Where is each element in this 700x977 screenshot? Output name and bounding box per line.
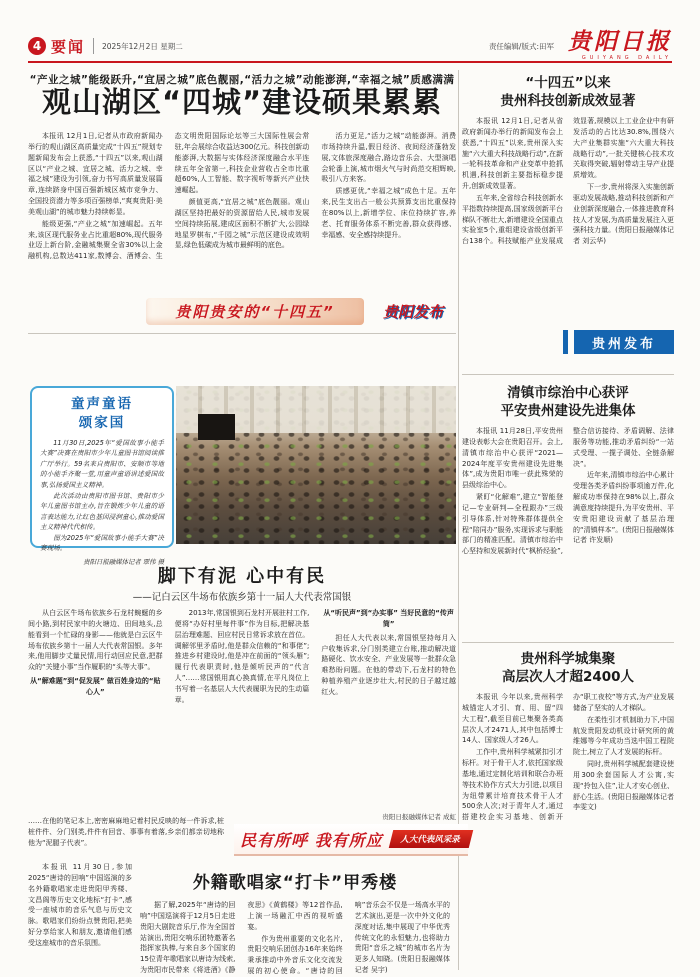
deputy-headline: 脚下有泥 心中有民: [157, 566, 327, 587]
section-rule: [28, 333, 456, 334]
paragraph: 本报讯 今年以来,贵州科学城锚定人才引、育、用、留“四大工程”,截至目前已集聚各类高层次人才2471人,其中包括博士14人、国家级人才26人。: [462, 693, 563, 745]
tech-headline-line2: 贵州科技创新成效显著: [500, 93, 636, 110]
paragraph: 据了解,2025年“唐诗的回响”中国巡演将于12月5日走进贵阳大剧院音乐厅,作为全国首站演出,贵阳交响乐团特邀著名指挥家执棒,与来自多个国家的15位青年歌唱家以唐诗为线索,为贵阳市民带来《将进酒》《静夜思》《黄鹤楼》等12首作品,上演一场融汇中西的视听盛宴。: [140, 901, 343, 975]
paragraph: 本报讯 11月30日,参加2025“唐诗的回响”中国巡演的多名外籍歌唱家走进贵阳甲秀楼、文昌阁等历史文化地标“打卡”,感受一座城市的音乐气息与历史文脉。歌唱家们纷纷点赞贵阳,把美好分享给家人和朋友,邀请他们感受这座城市的音乐氛围。: [28, 863, 132, 947]
page-header: [28, 29, 672, 61]
deputy-subtitle: ——记白云区牛场布依族乡第十一届人大代表常国银: [132, 592, 352, 603]
singers-body: [140, 900, 450, 977]
label-text: 贵州发布: [574, 330, 674, 354]
voice-banner-text: 民有所呼 我有所应: [240, 830, 383, 850]
paragraph: 同时,贵州科学城配套建设使用300余套国际人才公寓,实现“拎包入住”,让人才安心创业、舒心生活。(贵阳日报融媒体记者 李雯文): [573, 760, 674, 812]
header-editor: 责任编辑/版式:田军: [488, 41, 554, 51]
guiyang-fabu-logo: 贵阳发布: [382, 303, 443, 321]
photo-screen: [198, 414, 234, 439]
label-bar: [563, 330, 568, 354]
paragraph: 下一步,贵州将深入实施创新驱动发展战略,推动科技创新和产业创新深度融合,一体推进教育科技人才发展,为高质量发展注入更强科技力量。(贵阳日报融媒体记者 刘云华): [573, 183, 674, 246]
paragraph: 在柔性引才机制助力下,中国航发贵阳发动机设计研究所的黄维娜等今年成功当选中国工程院院士,树立了人才发展的标杆。: [573, 715, 674, 757]
deputy-attribution: 贵阳日报融媒体记者 成虹: [382, 813, 456, 821]
photo-credit: 贵阳日报融媒体记者 覃伟 摄: [83, 557, 164, 566]
paragraph: 本报讯 12月1日,记者从省政府新闻办举行的新闻发布会上获悉,“十四五”以来,贵州深入实施“六大重大科技战略行动”,在新一轮科技革命和产业变革中抢抓机遇,科技创新主要指标稳步提升,创新成效显著。: [462, 117, 563, 191]
lead-headline: 观山湖区“四城”建设硕果累累: [41, 85, 443, 119]
paragraph: ……在他的笔记本上,密密麻麻地记着村民反映的每一件诉求,桩桩件件、分门别类,件件有回音、事事有着落,乡亲们都亲切地称他为“泥腿子代表”。: [28, 817, 224, 847]
tech-headline-line1: “十四五”以来: [525, 75, 611, 91]
qingzhen-headline-line2: 平安贵州建设先进集体: [500, 403, 636, 420]
paragraph: 此次活动由贵阳市图书馆、贵阳市少年儿童图书馆主办,旨在锻炼少年儿童的语言表达能力,让红色基因浸润童心,推动爱国主义精神代代相传。: [40, 491, 164, 532]
section-rule: [462, 642, 674, 643]
paragraph: 活力更足,“活力之城”动能澎湃。消费市场持续升温,假日经济、夜间经济蓬勃发展,文体旅深度融合,路边音乐会、大型演唱会轮番上演,城市烟火气与时尚范交相辉映,吸引八方来客。: [321, 132, 456, 184]
paragraph: 本报讯 11月28日,平安贵州建设表彰大会在贵阳召开。会上,清镇市综治中心获评“2021—2024年度平安贵州建设先进集体”,成为贵阳市唯一获此殊荣的县级综治中心。: [462, 427, 563, 490]
paragraph: 工作中,贵州科学城紧扣引才标杆。对于骨干人才,依托国家级基地,通过定制化培训和联合办班等技术协作方式大力引进,以项目为纽带累计培育技术骨干人才500余人次;对于青年人才,通过搭建校企实习基地、创新开办“职工夜校”等方式,为产业发展储备了坚实的人才梯队。: [462, 693, 674, 822]
tech-headline: [462, 74, 674, 110]
deputy-crosshead: 从“听民声”到“办实事” 当好民意的“传声筒”: [323, 609, 454, 628]
section-rule: [462, 374, 674, 375]
science-body: [462, 692, 674, 975]
lead-body: [28, 131, 456, 294]
children-headline-line1: 童声童语: [71, 396, 133, 412]
children-news-box: [30, 386, 174, 566]
banner-background: [146, 298, 364, 325]
paragraph: 本报讯 12月1日,记者从市政府新闻办举行的观山湖区高质量完成“十四五”规划专题新闻发布会上获悉,“十四五”以来,观山湖区以“产业之城、宜居之城、活力之城、幸福之城”建设为引领,奋力书写高质量发展篇章,连续跻身中国百强新城区城市竞争力、全国投资潜力等多项百强榜单,“爽爽贵阳·美美观山湖”的城市魅力持续彰显。: [28, 132, 163, 216]
paragraph: 近年来,清镇市综治中心累计受理各类矛盾纠纷事项逾万件,化解成功率保持在98%以上,群众满意度持续提升,为平安贵州、平安贵阳建设贡献了基层治理的“清镇样本”。(贵阳日报融媒体记者 许发顺): [573, 471, 674, 545]
deputy-crosshead: 从“解难题”到“促发展” 做百姓身边的“贴心人”: [30, 677, 161, 696]
voice-banner-ribbon: 人大代表风采录: [388, 830, 472, 848]
deputy-body-tail: [28, 816, 224, 856]
paragraph: 作为贵州重要的文化名片,贵阳交响乐团创办16年来始终秉承推动中外音乐文化交流发展的初心使命。“唐诗的回响”音乐会不仅是一场高水平的艺术演出,更是一次中外文化的深度对话,集中展现了中华优秀传统文化的永恒魅力,也将助力贵阳“音乐之城”的城市名片为更多人知晓。(贵阳日报融媒体记者 吴宇): [247, 901, 450, 976]
lead-kicker: “产业之城”能级跃升,“宜居之城”底色靓丽,“活力之城”动能澎湃,“幸福之城”质感满满: [29, 74, 455, 86]
section-title: 要闻: [51, 37, 86, 56]
singers-lead-column: [28, 862, 132, 977]
children-headline: [40, 395, 164, 433]
page-number-badge: 4: [28, 37, 46, 55]
masthead-block: [568, 31, 672, 61]
singers-headline: 外籍歌唱家“打卡”甲秀楼: [192, 873, 398, 893]
header-rule: [28, 61, 672, 63]
tech-body: [462, 116, 674, 322]
voice-banner: [234, 824, 468, 856]
paragraph: 五年来,全省综合科技创新水平指数持续提高,国家级创新平台梯队不断壮大,新增建设全国重点实验室5个,重组建设省级创新平台138个。科技赋能产业发展成效显著,规模以上工业企业中有研发活动的占比达30.8%,围绕六大产业集群实施“六大重大科技战略行动”,一批关键核心技术攻关取得突破,辐射带动主导产业提质增效。: [462, 117, 674, 246]
deputy-body: [28, 608, 456, 810]
paragraph: 担任人大代表以来,常国银坚持每月入户收集诉求,分门别类建立台账,推动解决道路硬化、饮水安全、产业发展等一批群众急难愁盼问题。在他的带动下,石龙村的特色种植养殖产业逐步壮大,村民的日子越过越红火。: [321, 633, 456, 696]
science-headline: [462, 650, 674, 686]
masthead-subtitle: GUIYANG DAILY: [581, 55, 672, 61]
paragraph: 从白云区牛场布依族乡石龙村蜿蜒的乡间小路,到村民家中的火塘边、田间地头,总能看到一个忙碌的身影——他就是白云区牛场布依族乡第十一届人大代表常国银。多年来,他用脚步丈量民情,用行动回应民意,把群众的“关键小事”当作履职的“头等大事”。: [28, 609, 163, 672]
masthead: 贵阳日报: [568, 29, 672, 55]
children-headline-line2: 颂家国: [78, 414, 126, 431]
news-photo: [176, 386, 456, 544]
paragraph: 2013年,常国银到石龙村开展驻村工作,便将“办好村里每件事”作为目标,把解决基层治理难题、回应村民日常诉求放在首位。调解邻里矛盾时,他是群众信赖的“和事佬”;推进乡村建设时,他是冲在前面的“领头雁”;履行代表职责时,他是倾听民声的“代言人”……常国银用真心换真情,在平凡岗位上书写着一名基层人大代表履职为民的生动篇章。: [174, 609, 310, 704]
science-headline-line2: 高层次人才超2400人: [501, 669, 635, 686]
paragraph: 紧盯“化解难”,建立“智能登记—专业研判—全程跟办”三级引导体系,针对特殊群体提供全程“陪同办”服务,实现诉求与职能部门的精准匹配。清镇市综治中心坚持和发展新时代“枫桥经验”,整合信访接待、矛盾调解、法律服务等功能,推动矛盾纠纷“一站式受理、一揽子调处、全链条解决”。: [462, 427, 674, 556]
qingzhen-headline: [462, 384, 674, 420]
guiyang-fabu-banner: [146, 298, 456, 325]
header-divider: [93, 38, 94, 54]
paragraph: 图为2025年“爱国故事小能手大赛”决赛现场。: [40, 533, 164, 553]
paragraph: 质感更优,“幸福之城”成色十足。五年来,民生支出占一般公共预算支出比重保持在80%以上,新增学位、床位持续扩容,养老、托育服务体系不断完善,群众获得感、幸福感、安全感持续提升。: [321, 187, 456, 239]
children-body: [40, 438, 164, 554]
qingzhen-headline-line1: 清镇市综治中心获评: [507, 385, 629, 401]
banner-text: 贵阳贵安的“十四五”: [175, 303, 335, 321]
qingzhen-body: [462, 426, 674, 636]
science-headline-line1: 贵州科学城集聚: [520, 651, 616, 667]
header-date: 2025年12月2日 星期二: [102, 41, 183, 51]
paragraph: 能级更强,“产业之城”加速崛起。五年来,该区现代服务业占比重超80%,现代服务业迈上新台阶,金融城集聚全省30%以上金融机构,总数达411家,数博会、酒博会、生态文明贵阳国际论坛等三大国际性展会常驻,年会展综合收益达300亿元。科技创新动能澎湃,大数据与实体经济深度融合水平连续五年全省第一,科技企业营收占全市比重超60%,人工智能、数字视听等新兴产业快速崛起。: [28, 132, 310, 261]
paragraph: 11月30日,2025年“爱国故事小能手大赛”决赛在贵阳市少年儿童图书馆阅读推广厅举行。59名来自贵阳市、安顺市等地的小能手齐聚一堂,用童声童语讲述爱国故事,弘扬爱国主义精神。: [40, 438, 164, 489]
paragraph: 颜值更高,“宜居之城”底色靓丽。观山湖区坚持把最好的资源留给人民,城市发展空间持续拓展,建成区面积不断扩大,公园绿地星罗棋布,“千园之城”示范区建设成效明显,绿色低碳成为城市最鲜明的底色。: [174, 198, 310, 250]
guizhou-fabu-label: [462, 330, 674, 354]
